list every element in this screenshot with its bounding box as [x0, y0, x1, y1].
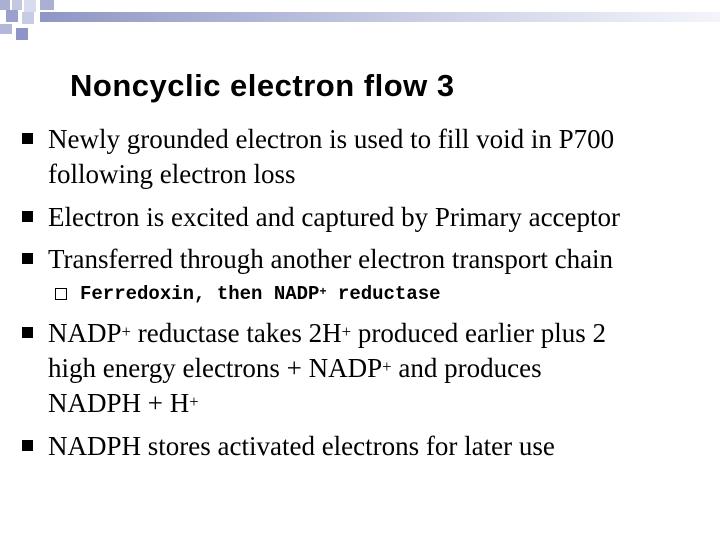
bullet-text-1b: following electron loss: [48, 159, 296, 189]
square-bullet-icon: [22, 440, 33, 451]
bullet-text-5: NADPH stores activated electrons for later use: [48, 431, 555, 461]
deco-square: [40, 0, 54, 10]
deco-square: [22, 12, 34, 24]
bullet-text-2: Electron is excited and captured by Primary acceptor: [48, 202, 621, 232]
deco-square: [0, 0, 10, 10]
corner-decoration: [0, 0, 720, 50]
deco-square: [0, 24, 12, 34]
bullet-text-4b: high energy electrons + NADP+ and produces: [48, 353, 542, 383]
deco-square: [24, 0, 36, 12]
square-bullet-icon: [22, 211, 33, 222]
square-bullet-icon: [22, 253, 33, 264]
bullet-text-4c: NADPH + H+: [48, 388, 199, 418]
bullet-text-4a: NADP+ reductase takes 2H+ produced earlier plus 2: [48, 318, 606, 348]
hollow-square-bullet-icon: [55, 288, 67, 300]
square-bullet-icon: [22, 133, 33, 144]
bullet-text-3: Transferred through another electron transport chain: [48, 244, 614, 274]
deco-square: [6, 10, 18, 22]
square-bullet-icon: [22, 327, 33, 338]
slide-title: Noncyclic electron flow 3: [70, 68, 455, 103]
sub-bullet-text: Ferredoxin, then NADP+ reductase: [80, 283, 441, 305]
bullet-text-1a: Newly grounded electron is used to fill void in P700: [48, 124, 615, 154]
header-gradient-bar: [40, 12, 720, 22]
deco-square: [16, 28, 28, 40]
deco-square: [12, 0, 22, 10]
